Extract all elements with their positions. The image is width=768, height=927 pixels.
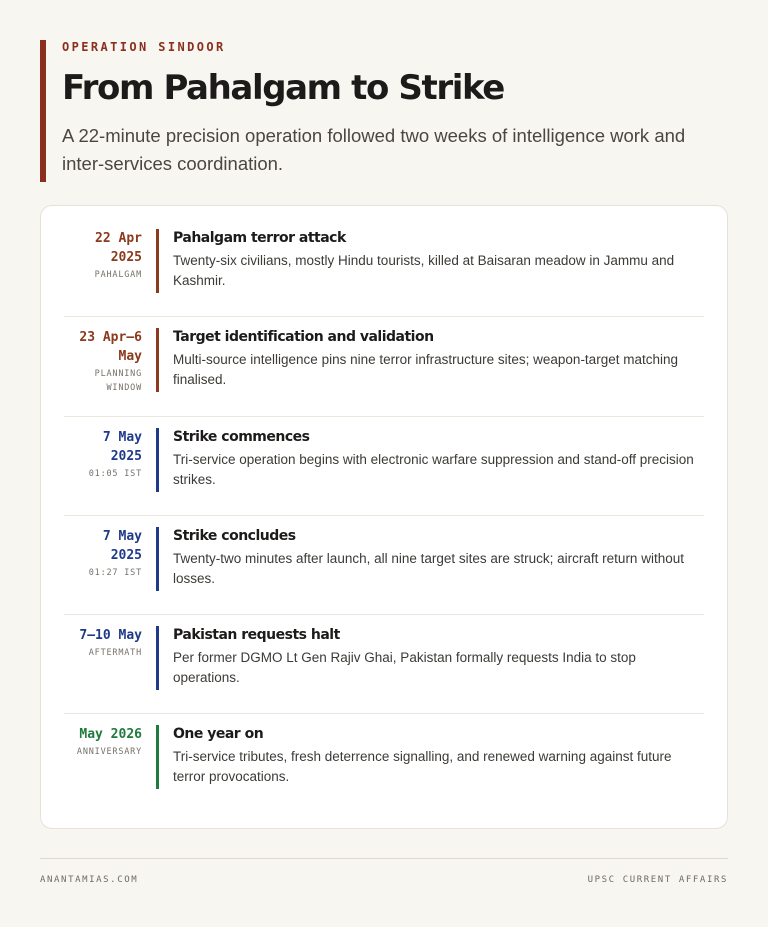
event-date-column: [64, 229, 156, 316]
event-description: Twenty-two minutes after launch, all nine target sites are struck; aircraft return without losses.: [173, 550, 684, 586]
event-description: Twenty-six civilians, mostly Hindu tourists, killed at Baisaran meadow in Jammu and Kashmir.: [173, 253, 675, 288]
event-date: 22 Apr 2025: [95, 231, 142, 265]
event-title: Target identification and validation: [173, 329, 434, 346]
event-date-column: [64, 428, 156, 515]
page-subtitle: A 22-minute precision operation followed two weeks of intelligence work and inter-services coordination.: [62, 125, 686, 174]
event-description: Per former DGMO Lt Gen Rajiv Ghai, Pakistan formally requests India to stop operations.: [173, 650, 636, 686]
event-content: [156, 527, 704, 591]
page-title: From Pahalgam to Strike: [62, 68, 504, 108]
event-date-column: [64, 626, 156, 713]
event-date-column: [64, 725, 156, 813]
event-date-sub: AFTERMATH: [88, 648, 142, 659]
event-date: 23 Apr–6 May: [79, 330, 142, 365]
event-title: One year on: [173, 726, 264, 743]
timeline-event: [64, 714, 704, 813]
footer-category-label: UPSC CURRENT AFFAIRS: [587, 875, 728, 885]
event-content: [156, 626, 704, 690]
event-content: [156, 328, 704, 392]
event-description: Tri-service operation begins with electronic warfare suppression and stand-off precision strikes.: [173, 451, 694, 487]
event-date-column: [64, 328, 156, 415]
event-title: Strike commences: [173, 428, 310, 445]
footer-site-label: ANANTAMIAS.COM: [40, 875, 139, 885]
event-description: Tri-service tributes, fresh deterrence signalling, and renewed warning against future terror provocations.: [173, 749, 672, 785]
footer: [40, 858, 728, 885]
event-date: 7 May 2025: [102, 528, 142, 563]
event-content: [156, 428, 704, 492]
event-content: [156, 725, 704, 789]
timeline-card: [40, 205, 728, 829]
event-date-column: [64, 527, 156, 614]
event-date-sub: PAHALGAM: [94, 270, 142, 280]
timeline-event: [64, 516, 704, 615]
timeline-event: [64, 615, 704, 714]
event-date-sub: 01:05 IST: [88, 468, 142, 479]
event-date: 7–10 May: [79, 628, 142, 644]
event-date-sub: 01:27 IST: [88, 567, 142, 578]
event-title: Pakistan requests halt: [173, 627, 340, 644]
timeline-event: [64, 417, 704, 516]
event-content: [156, 229, 704, 293]
event-title: Pahalgam terror attack: [173, 230, 346, 246]
timeline-event: [64, 218, 704, 317]
event-description: Multi-source intelligence pins nine terror infrastructure sites; weapon-target matching finalised.: [173, 352, 678, 388]
header: [40, 40, 730, 182]
event-title: Strike concludes: [173, 527, 296, 544]
event-date: 7 May 2025: [102, 429, 142, 464]
event-date-sub: PLANNING WINDOW: [94, 369, 142, 394]
event-date-sub: ANNIVERSARY: [76, 747, 142, 758]
eyebrow-label: OPERATION SINDOOR: [62, 40, 226, 54]
event-date: May 2026: [79, 727, 142, 743]
timeline-event: [64, 317, 704, 416]
